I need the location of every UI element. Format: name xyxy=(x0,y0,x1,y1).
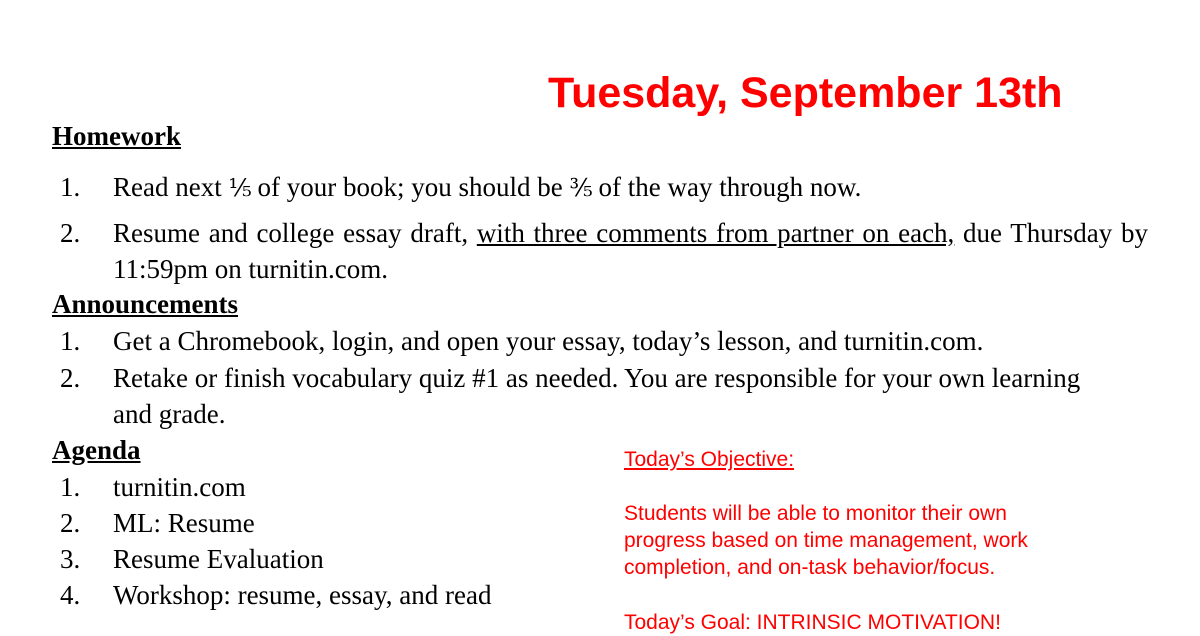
page-title: Tuesday, September 13th xyxy=(548,69,1063,117)
list-number: 3. xyxy=(60,544,81,574)
objective-text: Students will be able to monitor their own progress based on time management, work completion, and on-task behavior/focus. xyxy=(624,502,1028,579)
agenda-item xyxy=(60,541,580,577)
list-number: 2. xyxy=(60,363,81,393)
announcements-heading: Announcements xyxy=(52,289,239,319)
underlined-text: with three comments from partner on each, xyxy=(476,218,955,248)
homework-item xyxy=(60,215,1148,287)
fraction: ⅗ xyxy=(569,176,592,202)
announcement-item xyxy=(60,323,1148,359)
announcement-item xyxy=(60,360,1100,432)
list-item-text: ML: Resume xyxy=(113,508,255,538)
homework-item xyxy=(60,169,1148,207)
list-item-text: turnitin.com xyxy=(113,472,246,502)
homework-heading: Homework xyxy=(52,121,181,151)
goal-text: Today’s Goal: INTRINSIC MOTIVATION! xyxy=(624,611,1001,634)
text-segment: of the way through now. xyxy=(591,172,862,202)
list-item-text: Get a Chromebook, login, and open your essay, today’s lesson, and turnitin.com. xyxy=(113,326,984,356)
agenda-item xyxy=(60,505,580,541)
list-number: 1. xyxy=(60,326,81,356)
list-number: 2. xyxy=(60,218,81,248)
text-segment: Resume and college essay draft, xyxy=(113,218,477,248)
list-item-text: Resume Evaluation xyxy=(113,544,324,574)
list-number: 1. xyxy=(60,472,81,502)
text-segment: Read next xyxy=(113,172,229,202)
text-segment: of your book; you should be xyxy=(250,172,570,202)
objective-label xyxy=(624,446,1184,473)
list-item-text: Workshop: resume, essay, and read xyxy=(113,580,492,610)
list-number: 1. xyxy=(60,172,81,202)
list-item-text: Retake or finish vocabulary quiz #1 as needed. You are responsible for your own learning and grade. xyxy=(113,363,1081,429)
objective-label-text: Today’s Objective: xyxy=(624,448,795,471)
list-item-text xyxy=(113,169,1148,207)
list-number: 2. xyxy=(60,508,81,538)
text-segment: due Thursday by 11:59pm on turnitin.com. xyxy=(113,218,1148,284)
list-number: 4. xyxy=(60,580,81,610)
agenda-item xyxy=(60,577,580,613)
agenda-heading: Agenda xyxy=(52,435,141,465)
fraction: ⅕ xyxy=(228,176,251,202)
list-item-text xyxy=(113,215,1148,287)
agenda-item xyxy=(60,469,580,505)
